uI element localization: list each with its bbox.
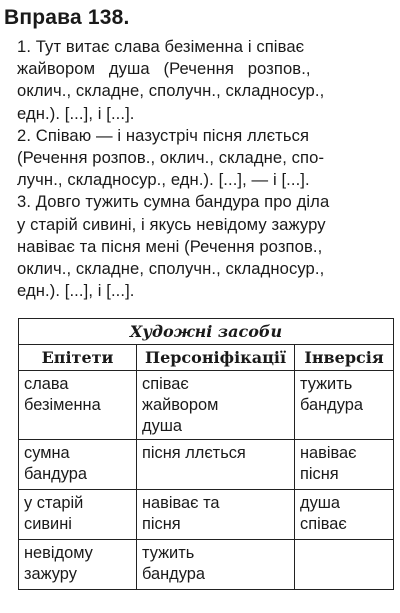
table-row [19, 371, 394, 440]
cell-line: співає [142, 375, 189, 393]
header-personifications: Персоніфікації [137, 345, 295, 371]
exercise-title: Вправа 138. [4, 6, 130, 29]
literary-devices-table [18, 318, 394, 590]
table-row [19, 540, 394, 590]
table-cell [19, 490, 137, 540]
cell-line: бандура [24, 465, 87, 483]
paragraph-1 [17, 36, 397, 125]
text-line: лучн., складносур., едн.). [...], — і [...]. [17, 170, 310, 190]
text-line: навіває та пісня мені (Речення розпов., [17, 236, 323, 256]
cell-line: зажуру [24, 565, 77, 583]
cell-line: душа [142, 417, 183, 435]
table-cell [295, 540, 394, 590]
cell-line: сумна [24, 444, 70, 462]
paragraph-2 [17, 125, 397, 192]
cell-line: навіває [300, 444, 357, 462]
cell-line: навіває та [142, 494, 220, 512]
table-cell [295, 371, 394, 440]
text-line: 2. Співаю — і назустріч пісня ллється [17, 125, 310, 145]
cell-line: тужить [142, 544, 195, 562]
table-caption: Художні засоби [19, 319, 394, 345]
cell-line: у старій [24, 494, 84, 512]
cell-line: пісня [142, 515, 181, 533]
table-cell [19, 371, 137, 440]
text-line: едн.). [...], і [...]. [17, 103, 135, 123]
exercise-text [17, 36, 397, 302]
text-line: оклич., складне, сполучн., складносур., [17, 81, 325, 101]
table-row [19, 490, 394, 540]
cell-line: сивині [24, 515, 72, 533]
table-cell [137, 371, 295, 440]
cell-line: тужить [300, 375, 353, 393]
text-line: у старій сивині, і якусь невідому зажуру [17, 214, 326, 234]
text-line: 3. Довго тужить сумна бандура про діла [17, 192, 330, 212]
devices-table-wrapper [18, 318, 393, 590]
table-cell [137, 540, 295, 590]
table-cell [19, 540, 137, 590]
text-line: (Речення розпов., оклич., складне, спо- [17, 148, 325, 168]
text-line: жайвором душа (Речення розпов., [17, 59, 311, 79]
cell-line: слава [24, 375, 69, 393]
table-cell [19, 440, 137, 490]
text-line: едн.). [...], і [...]. [17, 281, 135, 301]
cell-line: душа [300, 494, 341, 512]
table-row [19, 440, 394, 490]
cell-line: пісня ллється [142, 444, 246, 462]
table-cell [295, 440, 394, 490]
cell-line: безіменна [24, 396, 101, 414]
table-cell [137, 490, 295, 540]
paragraph-3 [17, 191, 397, 302]
cell-line: жайвором [142, 396, 219, 414]
table-cell [137, 440, 295, 490]
header-inversion: Інверсія [295, 345, 394, 371]
cell-line: співає [300, 515, 347, 533]
cell-line: пісня [300, 465, 339, 483]
header-epithets: Епітети [19, 345, 137, 371]
table-cell [295, 490, 394, 540]
text-line: 1. Тут витає слава безіменна і співає [17, 37, 305, 56]
cell-line: бандура [300, 396, 363, 414]
cell-line: невідому [24, 544, 93, 562]
cell-line: бандура [142, 565, 205, 583]
text-line: оклич., складне, сполучн., складносур., [17, 259, 325, 279]
